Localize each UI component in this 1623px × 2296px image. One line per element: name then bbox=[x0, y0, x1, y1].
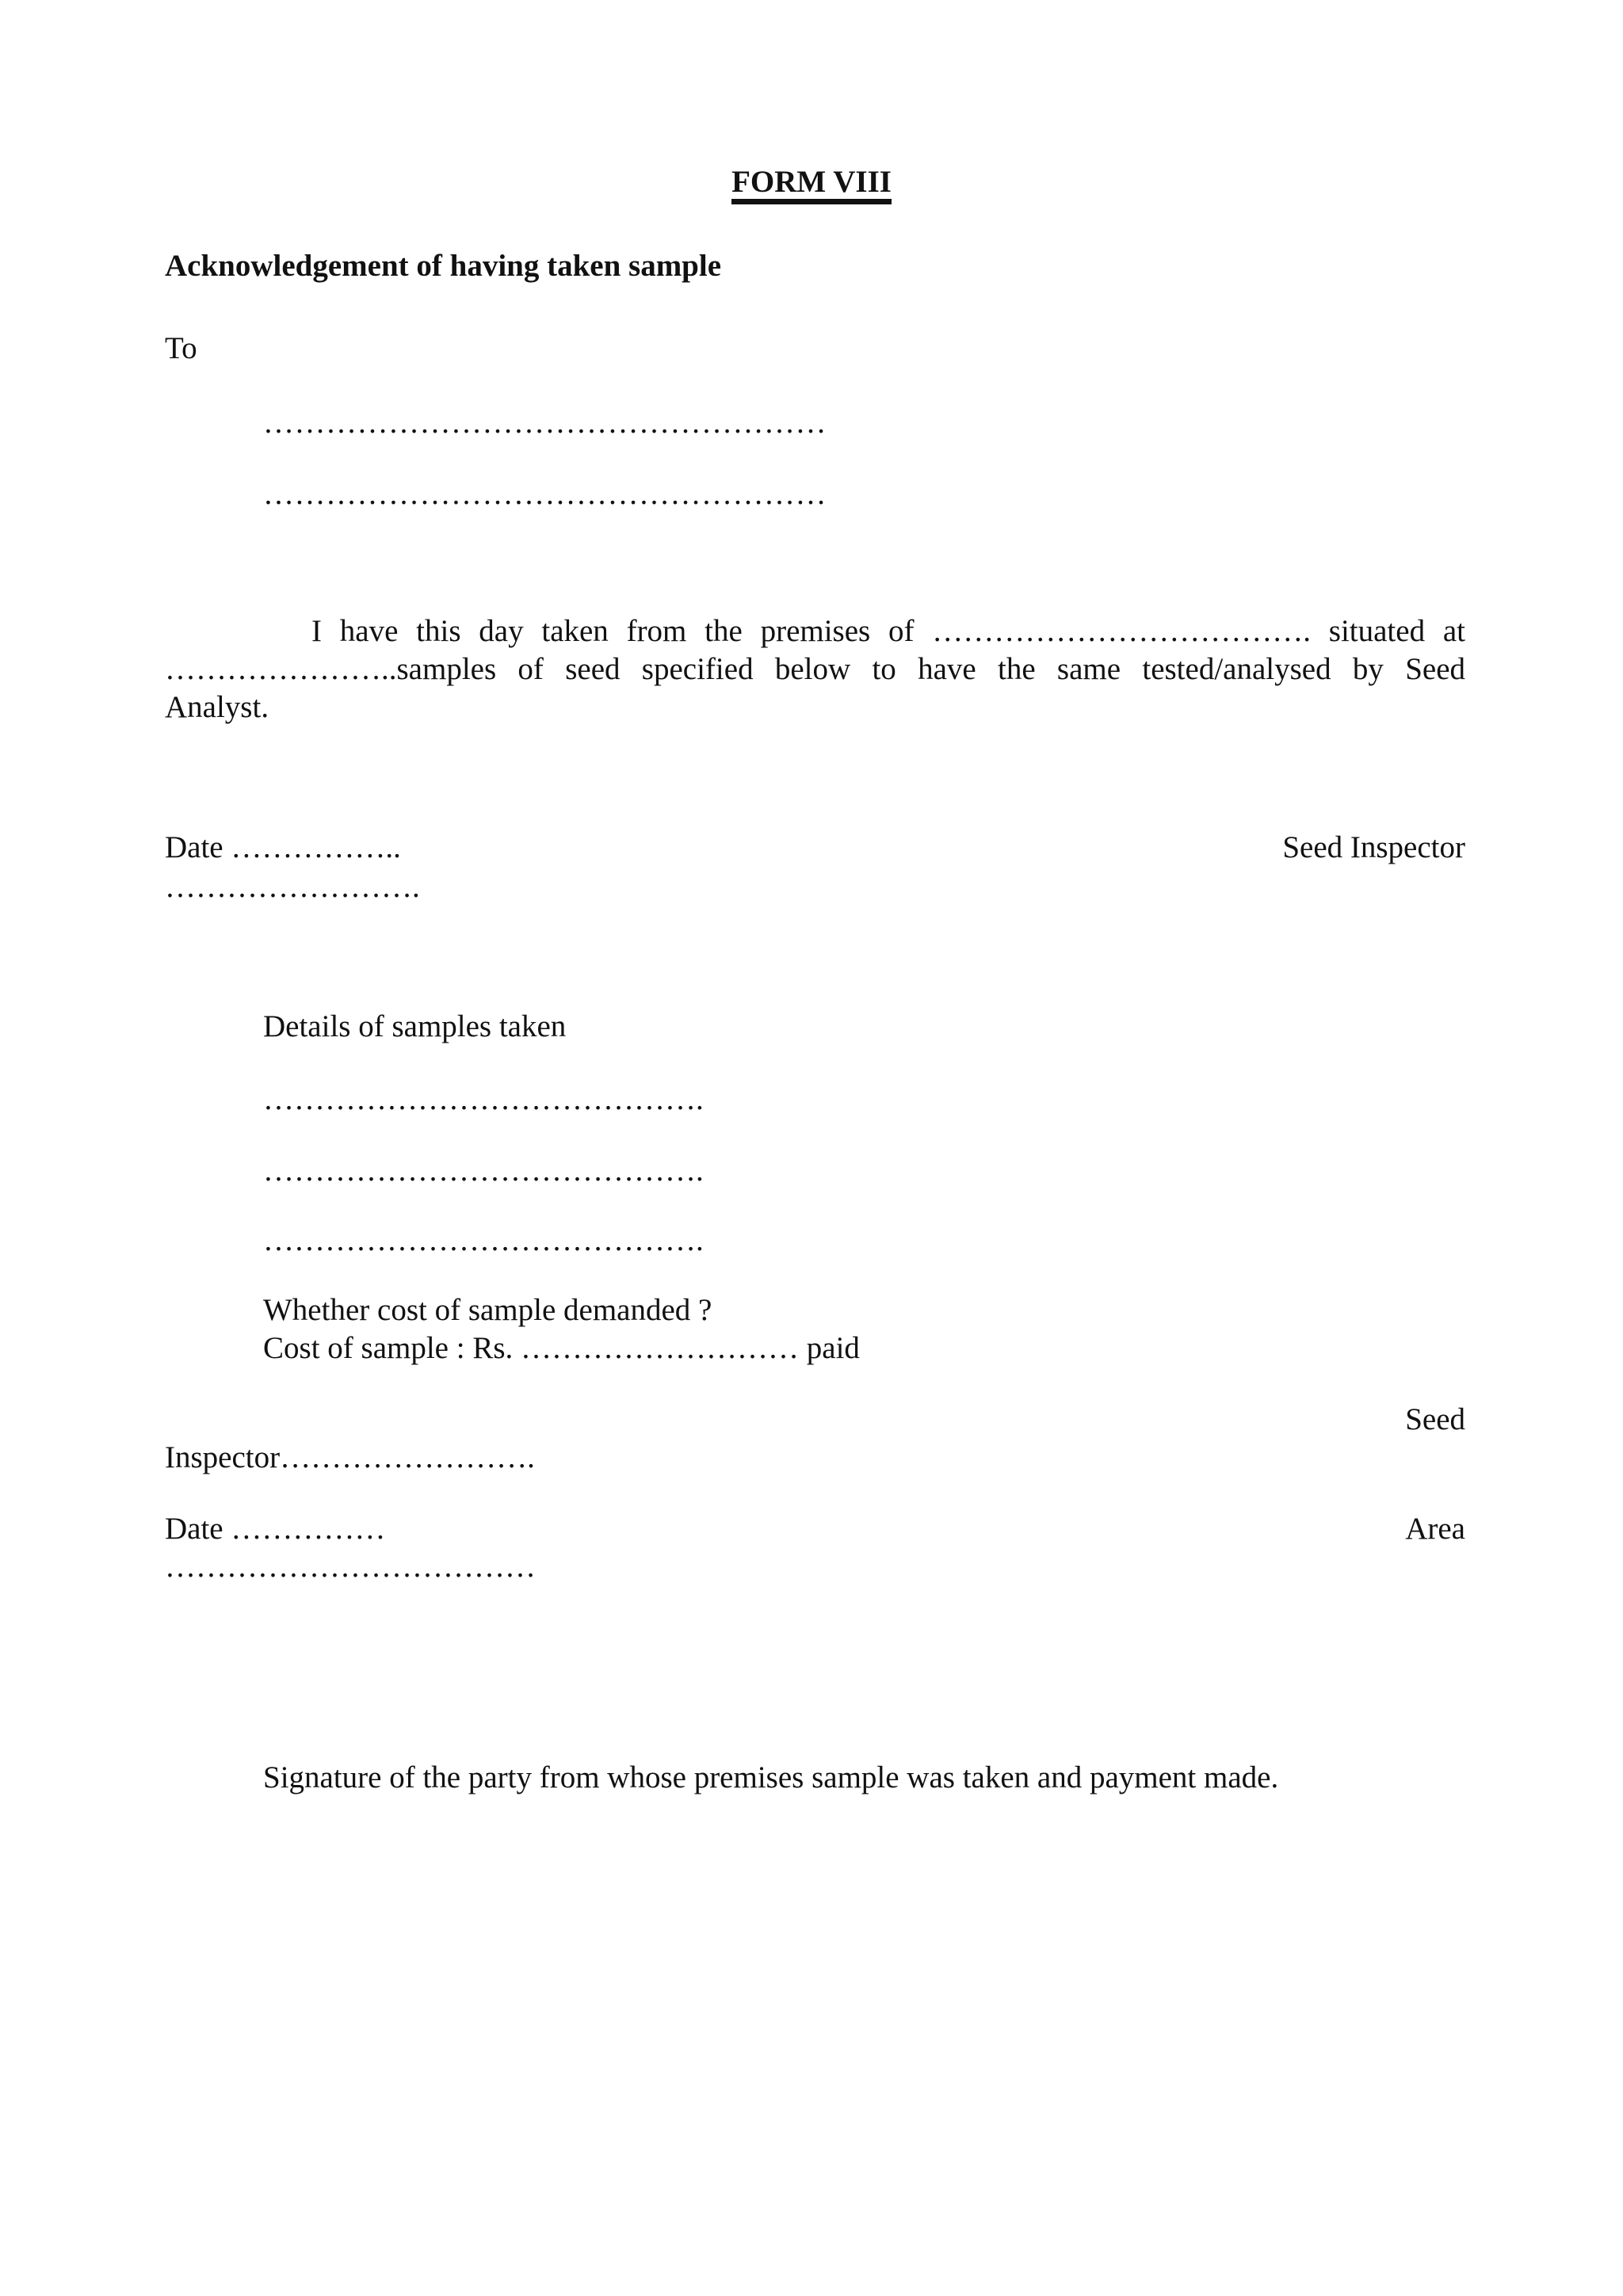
paragraph-line-2: …………………..samples of seed specified below to have the same tested/analysed by Seed bbox=[165, 652, 1465, 686]
form-title-text: FORM VIII bbox=[731, 166, 892, 204]
date-field-2: Date …………… bbox=[165, 1512, 386, 1546]
area-label: Area bbox=[1405, 1512, 1465, 1546]
details-label: Details of samples taken bbox=[263, 1009, 567, 1043]
cost-line: Cost of sample : Rs. ……………………… paid bbox=[263, 1331, 860, 1365]
detail-line-1: ……………………………………. bbox=[263, 1082, 704, 1116]
inspector-line: Inspector……………………. bbox=[165, 1440, 535, 1474]
area-dots: ……………………………… bbox=[165, 1550, 536, 1584]
cost-question: Whether cost of sample demanded ? bbox=[263, 1293, 712, 1327]
detail-line-3: ……………………………………. bbox=[263, 1223, 704, 1257]
date-field-1: Date …………….. bbox=[165, 830, 401, 864]
seed-inspector-label-1: Seed Inspector bbox=[1282, 830, 1465, 864]
signature-line: Signature of the party from whose premises sample was taken and payment made. bbox=[263, 1760, 1279, 1794]
address-line-1: ……………………………………………… bbox=[263, 406, 827, 440]
address-line-2: ……………………………………………… bbox=[263, 477, 827, 511]
date-1-dots: ……………………. bbox=[165, 870, 420, 904]
form-title bbox=[0, 163, 1623, 204]
seed-word: Seed bbox=[1405, 1402, 1465, 1436]
to-label: To bbox=[165, 331, 197, 365]
detail-line-2: ……………………………………. bbox=[263, 1154, 704, 1188]
paragraph-line-1: I have this day taken from the premises of ………………………………. situated at bbox=[311, 614, 1465, 648]
paragraph-line-3: Analyst. bbox=[165, 690, 269, 724]
form-heading: Acknowledgement of having taken sample bbox=[165, 249, 722, 283]
